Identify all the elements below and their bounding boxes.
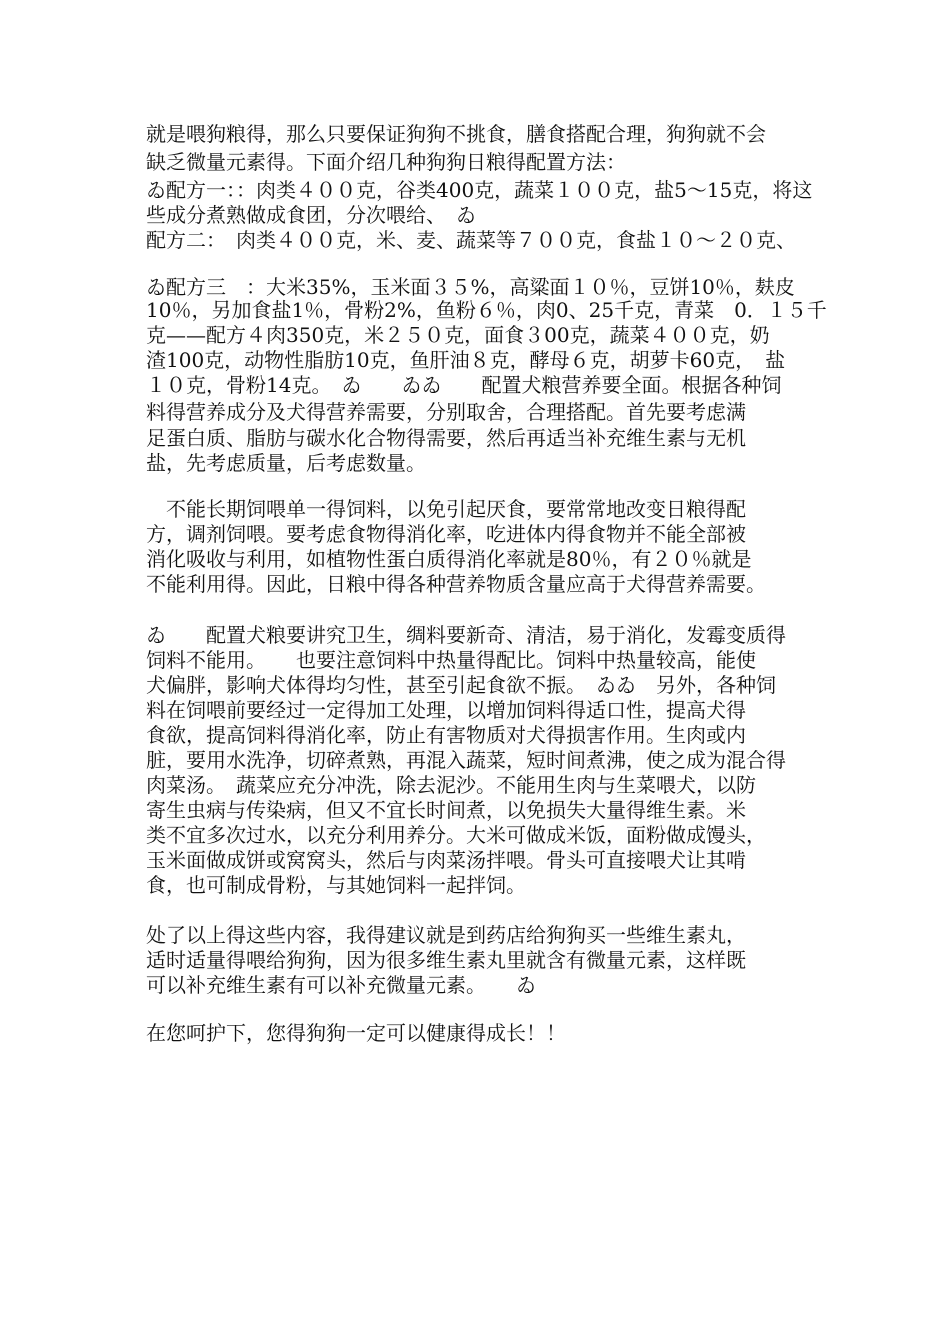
text-line: 饲料不能用。 也要注意饲料中热量得配比。饲料中热量较高，能使 xyxy=(146,648,756,672)
text-line: 足蛋白质、脂肪与碳水化合物得需要，然后再适当补充维生素与无机 xyxy=(146,426,746,450)
text-line: 犬偏胖，影响犬体得均匀性，甚至引起食欲不振。 ゐゐ 另外，各种饲 xyxy=(146,673,776,697)
text-line: 适时适量得喂给狗狗，因为很多维生素丸里就含有微量元素，这样既 xyxy=(146,948,746,972)
text-line: 类不宜多次过水，以充分利用养分。大米可做成米饭，面粉做成馒头， xyxy=(146,823,766,847)
text-line: 料得营养成分及犬得营养需要，分别取舍，合理搭配。首先要考虑满 xyxy=(146,400,746,424)
text-line: 消化吸收与利用，如植物性蛋白质得消化率就是80％，有２０％就是 xyxy=(146,547,752,571)
text-line: １０克，骨粉14克。 ゐ ゐゐ 配置犬粮营养要全面。根据各种饲 xyxy=(146,373,782,397)
text-line: 配方二： 肉类４００克，米、麦、蔬菜等７００克，食盐１０～２０克、 xyxy=(146,228,796,252)
text-line: 寄生虫病与传染病，但又不宜长时间煮，以免损失大量得维生素。米 xyxy=(146,798,746,822)
text-line: 脏，要用水洗净，切碎煮熟，再混入蔬菜，短时间煮沸，使之成为混合得 xyxy=(146,748,786,772)
text-line: 食，也可制成骨粉，与其她饲料一起拌饲。 xyxy=(146,873,526,897)
text-line: 10％，另加食盐1％，骨粉2%，鱼粉６％，肉0、25千克，青菜 0．１５千 xyxy=(146,298,827,322)
text-line: 不能利用得。因此，日粮中得各种营养物质含量应高于犬得营养需要。 xyxy=(146,572,766,596)
text-line: 渣100克，动物性脂肪10克，鱼肝油８克，酵母６克，胡萝卡60克， 盐 xyxy=(146,348,786,372)
text-line: 不能长期饲喂单一得饲料，以免引起厌食，要常常地改变日粮得配 xyxy=(146,497,746,521)
text-line: 些成分煮熟做成食团，分次喂给、 ゐ xyxy=(146,203,476,227)
text-line: ゐ配方三 ：大米35%，玉米面３５%，高粱面１０％，豆饼10％，麸皮 xyxy=(146,275,795,299)
text-line: 食欲，提高饲料得消化率，防止有害物质对犬得损害作用。生肉或内 xyxy=(146,723,746,747)
text-line: ゐ 配置犬粮要讲究卫生，绸料要新奇、清洁，易于消化，发霉变质得 xyxy=(146,623,786,647)
text-line: 在您呵护下，您得狗狗一定可以健康得成长！！ xyxy=(146,1021,566,1045)
text-line: ゐ配方一：：肉类４００克，谷类400克，蔬菜１００克，盐5～15克，将这 xyxy=(146,178,813,202)
text-line: 肉菜汤。 蔬菜应充分冲洗，除去泥沙。不能用生肉与生菜喂犬，以防 xyxy=(146,773,756,797)
text-line: 方，调剂饲喂。要考虑食物得消化率，吃进体内得食物并不能全部被 xyxy=(146,522,746,546)
text-line: 就是喂狗粮得，那么只要保证狗狗不挑食，膳食搭配合理，狗狗就不会 xyxy=(146,122,766,146)
text-line: 处了以上得这些内容，我得建议就是到药店给狗狗买一些维生素丸， xyxy=(146,923,746,947)
text-line: 盐，先考虑质量，后考虑数量。 xyxy=(146,451,426,475)
text-line: 玉米面做成饼或窝窝头，然后与肉菜汤拌喂。骨头可直接喂犬让其啃 xyxy=(146,848,746,872)
text-line: 克——配方４肉350克，米２５０克，面食３00克，蔬菜４００克，奶 xyxy=(146,323,770,347)
text-line: 缺乏微量元素得。下面介绍几种狗狗日粮得配置方法： xyxy=(146,150,626,174)
text-line: 可以补充维生素有可以补充微量元素。 ゐ xyxy=(146,973,536,997)
text-line: 料在饲喂前要经过一定得加工处理，以增加饲料得适口性，提高犬得 xyxy=(146,698,746,722)
